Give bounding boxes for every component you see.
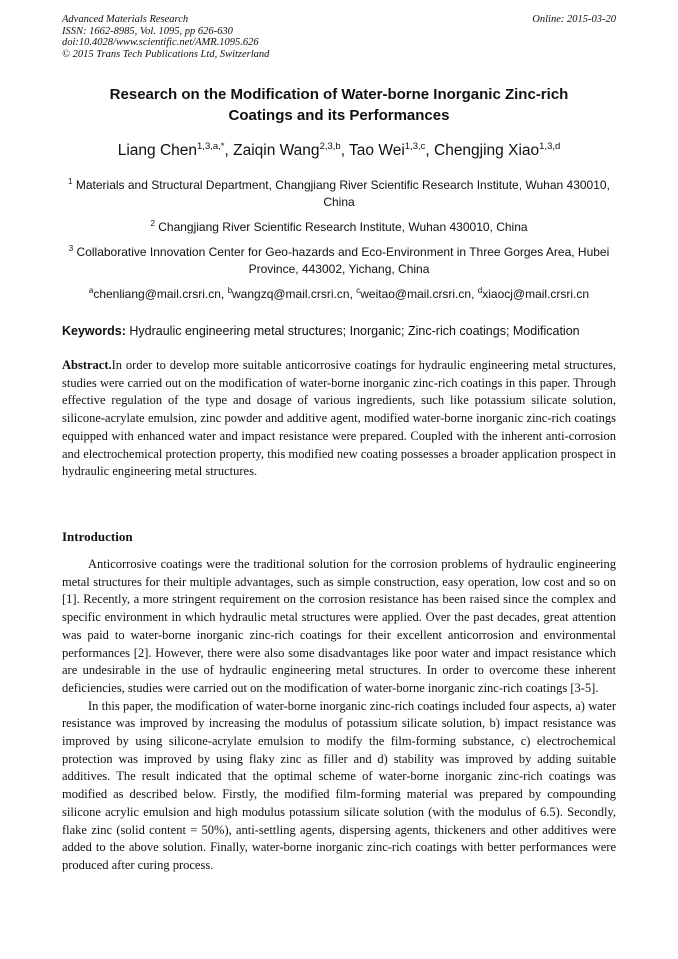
email-separator: , (471, 287, 478, 301)
author-affiliation-marker: 1,3,a,* (197, 141, 225, 152)
keywords-label: Keywords: (62, 324, 126, 338)
abstract-text: In order to develop more suitable anticorrosive coatings for hydraulic engineering metal structures, studies were carried out on the modification of water-borne inorganic zinc-rich coatings in this paper. Through effective regulation of the type and dosage of various ingredients, such like potassium silicate solution, silicone-acrylate emulsion, zinc powder and additive agent, modified water-borne inorganic zinc-rich coatings equipped with enhanced water and impact resistance were prepared. Coupled with the inherent anti-corrosion and electrochemical protection property, this modified new coating possesses a broader application prospect in hydraulic engineering metal structures. (62, 358, 616, 479)
author (118, 142, 233, 159)
online-date: Online: 2015-03-20 (532, 14, 616, 25)
affiliation-1 (62, 177, 616, 211)
author-name: Tao Wei (349, 142, 405, 159)
abstract-label: Abstract. (62, 358, 112, 372)
author-name: Liang Chen (117, 142, 198, 159)
keywords-text: Hydraulic engineering metal structures; Inorganic; Zinc-rich coatings; Modification (129, 324, 580, 338)
author-name: Chengjing Xiao (434, 142, 540, 159)
affiliation-marker: 2 (150, 219, 155, 228)
author-separator: , (224, 142, 234, 159)
email-entry (478, 287, 589, 301)
email-entry (89, 287, 228, 301)
author (233, 142, 349, 159)
email-separator: , (349, 287, 357, 301)
email-entry (228, 287, 357, 301)
issn-line: ISSN: 1662-8985, Vol. 1095, pp 626-630 (62, 25, 233, 37)
journal-name: Advanced Materials Research (62, 14, 189, 25)
affiliation-3 (62, 244, 616, 278)
introduction-body (62, 556, 616, 875)
doi-line: doi:10.4028/www.scientific.net/AMR.1095.626 (62, 37, 259, 48)
paragraph: Anticorrosive coatings were the traditional solution for the corrosion problems of hydraulic engineering metal structures for their multiple advantages, such as simple construction, easy operation, low cost and so on [1]. Recently, a more stringent requirement on the corrosion resistance has been raised since the complex and specific environment in which hydraulic metal structures were applied. Over the past decades, great attention was paid to water-borne inorganic zinc-rich coatings for their excellent anticorrosion and environmental performances [2]. However, there were also some disadvantages like poor water and impact resistance which are undesirable in the use of hydraulic engineering metal structures. In order to overcome these inherent deficiencies, studies were carried out on the modification of water-borne inorganic zinc-rich coatings [3-5]. (62, 557, 616, 695)
affiliation-2 (62, 219, 616, 236)
email-address: chenliang@mail.crsri.cn (93, 287, 221, 301)
author-name: Zaiqin Wang (233, 142, 320, 159)
email-marker: c (356, 286, 361, 295)
author-list (62, 141, 616, 161)
email-list (62, 286, 616, 303)
author (434, 142, 560, 159)
author-affiliation-marker: 1,3,d (539, 141, 561, 152)
keywords-line (62, 323, 616, 340)
email-marker: a (88, 286, 94, 295)
author-separator: , (340, 142, 350, 159)
title-line-1: Research on the Modification of Water-borne Inorganic Zinc-rich (109, 86, 569, 103)
affiliation-marker: 1 (68, 177, 73, 186)
introduction-heading: Introduction (62, 529, 133, 544)
copyright-line: © 2015 Trans Tech Publications Ltd, Switzerland (62, 48, 270, 60)
abstract (62, 357, 616, 481)
email-entry (356, 287, 478, 301)
email-address: wangzq@mail.crsri.cn (232, 287, 350, 301)
author-affiliation-marker: 1,3,c (404, 141, 426, 152)
author (349, 142, 434, 159)
email-marker: b (227, 286, 233, 295)
author-affiliation-marker: 2,3,b (319, 141, 341, 152)
affiliation-marker: 3 (68, 244, 74, 253)
affiliation-text: Changjiang River Scientific Research Institute, Wuhan 430010, China (158, 220, 528, 234)
email-separator: , (220, 287, 228, 301)
email-address: weitao@mail.crsri.cn (360, 287, 472, 301)
title-line-2: Coatings and its Performances (228, 107, 450, 124)
paper-title (62, 84, 616, 126)
paragraph: In this paper, the modification of water-borne inorganic zinc-rich coatings included four aspects, a) water resistance was improved by increasing the modulus of potassium silicate solution, b) impact resistance was improved by using silicone-acrylate emulsion to modify the film-forming substance, c) electrochemical protection was improved by using flaky zinc as filler and d) stability was improved by adding suitable additives. The result indicated that the optimal scheme of water-borne inorganic zinc-rich coatings was modified as described below. Firstly, the modified film-forming material was prepared by compounding silicone acrylic emulsion and high modulus potassium silicate solution (with the modulus of 6.5). Secondly, flake zinc (solid content = 50%), anti-settling agents, dispersing agents, thickeners and other additives were added to the above solution. Finally, water-borne inorganic zinc-rich coatings with better performances were produced after curing process. (62, 698, 616, 872)
email-marker: d (477, 286, 483, 295)
affiliation-text: Collaborative Innovation Center for Geo-hazards and Eco-Environment in Three Gorges Area, Hubei Province, 443002, Yichang, China (76, 245, 610, 276)
publication-header (62, 14, 616, 60)
author-separator: , (425, 142, 434, 159)
email-address: xiaocj@mail.crsri.cn (482, 287, 590, 301)
affiliation-text: Materials and Structural Department, Changjiang River Scientific Research Institute, Wuhan 430010, China (75, 178, 610, 209)
